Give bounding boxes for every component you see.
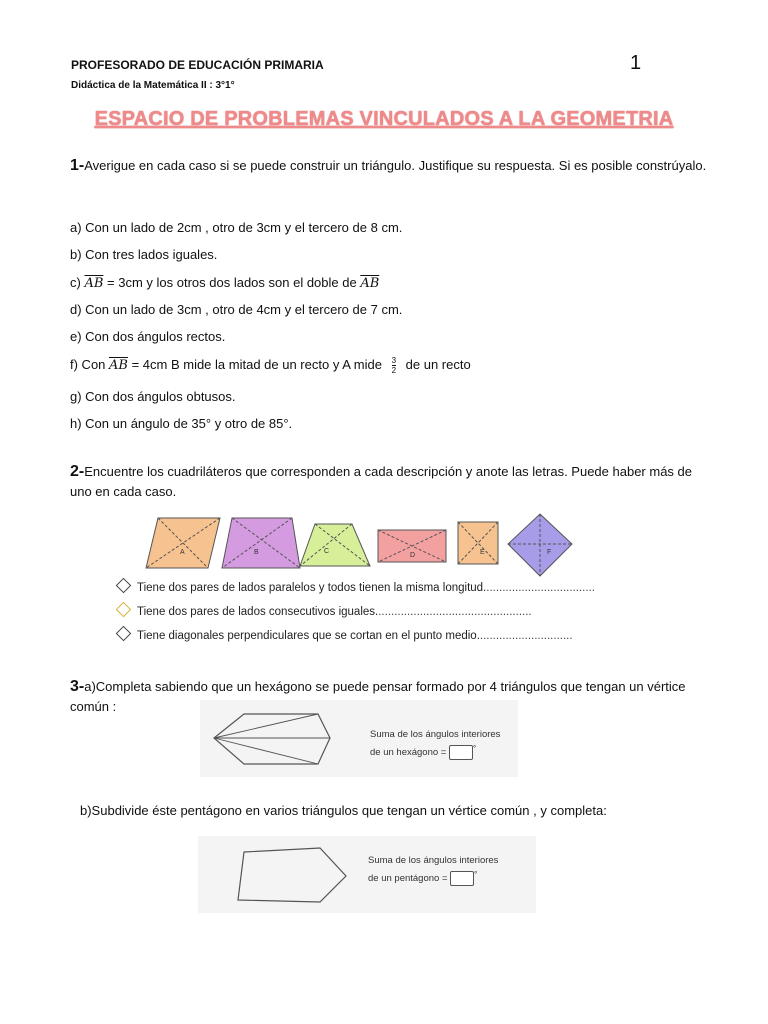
item-f-prefix: f) Con xyxy=(70,357,110,372)
shape-label: D xyxy=(410,552,416,559)
problem1-intro xyxy=(70,156,710,176)
caption-line-1: Suma de los ángulos interiores xyxy=(368,855,499,866)
fraction-denominator: 2 xyxy=(391,366,397,376)
institution-heading: PROFESORADO DE EDUCACIÓN PRIMARIA xyxy=(71,58,324,72)
problem3b-intro: b)Subdivide éste pentágono en varios triángulos que tengan un vértice común , y completa: xyxy=(80,803,607,818)
quadrilateral-a xyxy=(146,518,220,568)
problem1-number: 1- xyxy=(70,157,85,174)
course-subheading: Didáctica de la Matemática II : 3°1° xyxy=(71,80,235,91)
problem1-item-h: h) Con un ángulo de 35° y otro de 85°. xyxy=(70,416,293,431)
problem3-number: 3- xyxy=(70,678,85,695)
pentagon-figure xyxy=(198,836,536,913)
segment-ab: $\overline{AB}$ xyxy=(360,276,380,291)
answer-blank: ............................. xyxy=(479,630,573,642)
problem1-item-a: a) Con un lado de 2cm , otro de 3cm y el tercero de 8 cm. xyxy=(70,220,403,235)
fraction-numerator: 3 xyxy=(391,356,397,366)
problem1-item-f xyxy=(70,355,710,376)
fraction xyxy=(392,356,396,375)
caption-line-1: Suma de los ángulos interiores xyxy=(370,729,501,740)
statement-text: Tiene diagonales perpendiculares que se cortan en el punto medio. xyxy=(137,630,480,642)
statement-text: Tiene dos pares de lados consecutivos iguales. xyxy=(137,606,379,618)
bullet-icon xyxy=(116,602,132,618)
problem2-text: Encuentre los cuadriláteros que corresponden a cada descripción y anote las letras. Puede haber más de uno en cada caso. xyxy=(70,464,692,499)
segment-ab: $\overline{AB}$ xyxy=(84,276,104,291)
hexagon-drawing xyxy=(200,700,350,777)
bullet-icon xyxy=(116,626,132,642)
caption-line-2: de un hexágono = ° xyxy=(370,744,477,759)
shape-label: A xyxy=(180,549,185,556)
answer-blank: .................................. xyxy=(486,582,595,594)
problem1-item-d: d) Con un lado de 3cm , otro de 4cm y el tercero de 7 cm. xyxy=(70,302,403,317)
bullet-icon xyxy=(116,578,132,594)
document-title: ESPACIO DE PROBLEMAS VINCULADOS A LA GEOMETRIA xyxy=(94,108,674,130)
problem1-item-b: b) Con tres lados iguales. xyxy=(70,247,218,262)
hexagon-figure xyxy=(200,700,518,777)
statement-text: Tiene dos pares de lados paralelos y todos tienen la misma longitud. xyxy=(137,582,487,594)
item-c-text: = 3cm y los otros dos lados son el doble de xyxy=(103,275,361,290)
quadrilateral-e xyxy=(458,522,498,564)
shape-label: C xyxy=(324,548,330,555)
caption-line-2: de un pentágono = ° xyxy=(368,870,478,885)
quadrilateral-f xyxy=(508,514,572,576)
problem1-item-e: e) Con dos ángulos rectos. xyxy=(70,329,226,344)
pentagon-caption xyxy=(368,854,498,886)
problem1-item-c xyxy=(70,273,710,294)
quadrilateral-b xyxy=(222,518,300,568)
statement-row-3 xyxy=(118,628,573,642)
item-f-suffix: de un recto xyxy=(405,357,471,372)
shape-label: F xyxy=(547,549,552,556)
degree-symbol: ° xyxy=(472,744,477,753)
segment-ab: $\overline{AB}$ xyxy=(109,358,128,373)
quadrilaterals-figure xyxy=(140,512,626,586)
item-f-text: = 4cm B mide la mitad de un recto y A mide xyxy=(127,357,382,372)
problem1-text: Averigue en cada caso si se puede construir un triángulo. Justifique su respuesta. Si es posible constrúyalo. xyxy=(84,158,707,173)
shape-label: E xyxy=(480,549,485,556)
shape-label: B xyxy=(254,549,259,556)
item-c-prefix: c) xyxy=(70,275,81,290)
degree-symbol: ° xyxy=(474,870,478,879)
quadrilateral-d xyxy=(378,530,446,562)
statement-row-2 xyxy=(118,604,532,618)
pentagon-drawing xyxy=(198,836,358,913)
problem2-number: 2- xyxy=(70,463,85,480)
statement-row-1 xyxy=(118,580,595,594)
answer-blank: ................................................ xyxy=(378,606,532,618)
answer-box[interactable] xyxy=(450,871,474,886)
problem3a-text: a)Completa sabiendo que un hexágono se puede pensar formado por 4 triángulos que tengan un vértice común : xyxy=(70,679,686,714)
quadrilateral-c xyxy=(300,524,370,566)
page-number: 1 xyxy=(630,52,642,74)
problem1-item-g: g) Con dos ángulos obtusos. xyxy=(70,389,236,404)
hexagon-caption xyxy=(370,728,500,760)
problem2-intro xyxy=(70,462,710,502)
answer-box[interactable] xyxy=(449,745,473,760)
